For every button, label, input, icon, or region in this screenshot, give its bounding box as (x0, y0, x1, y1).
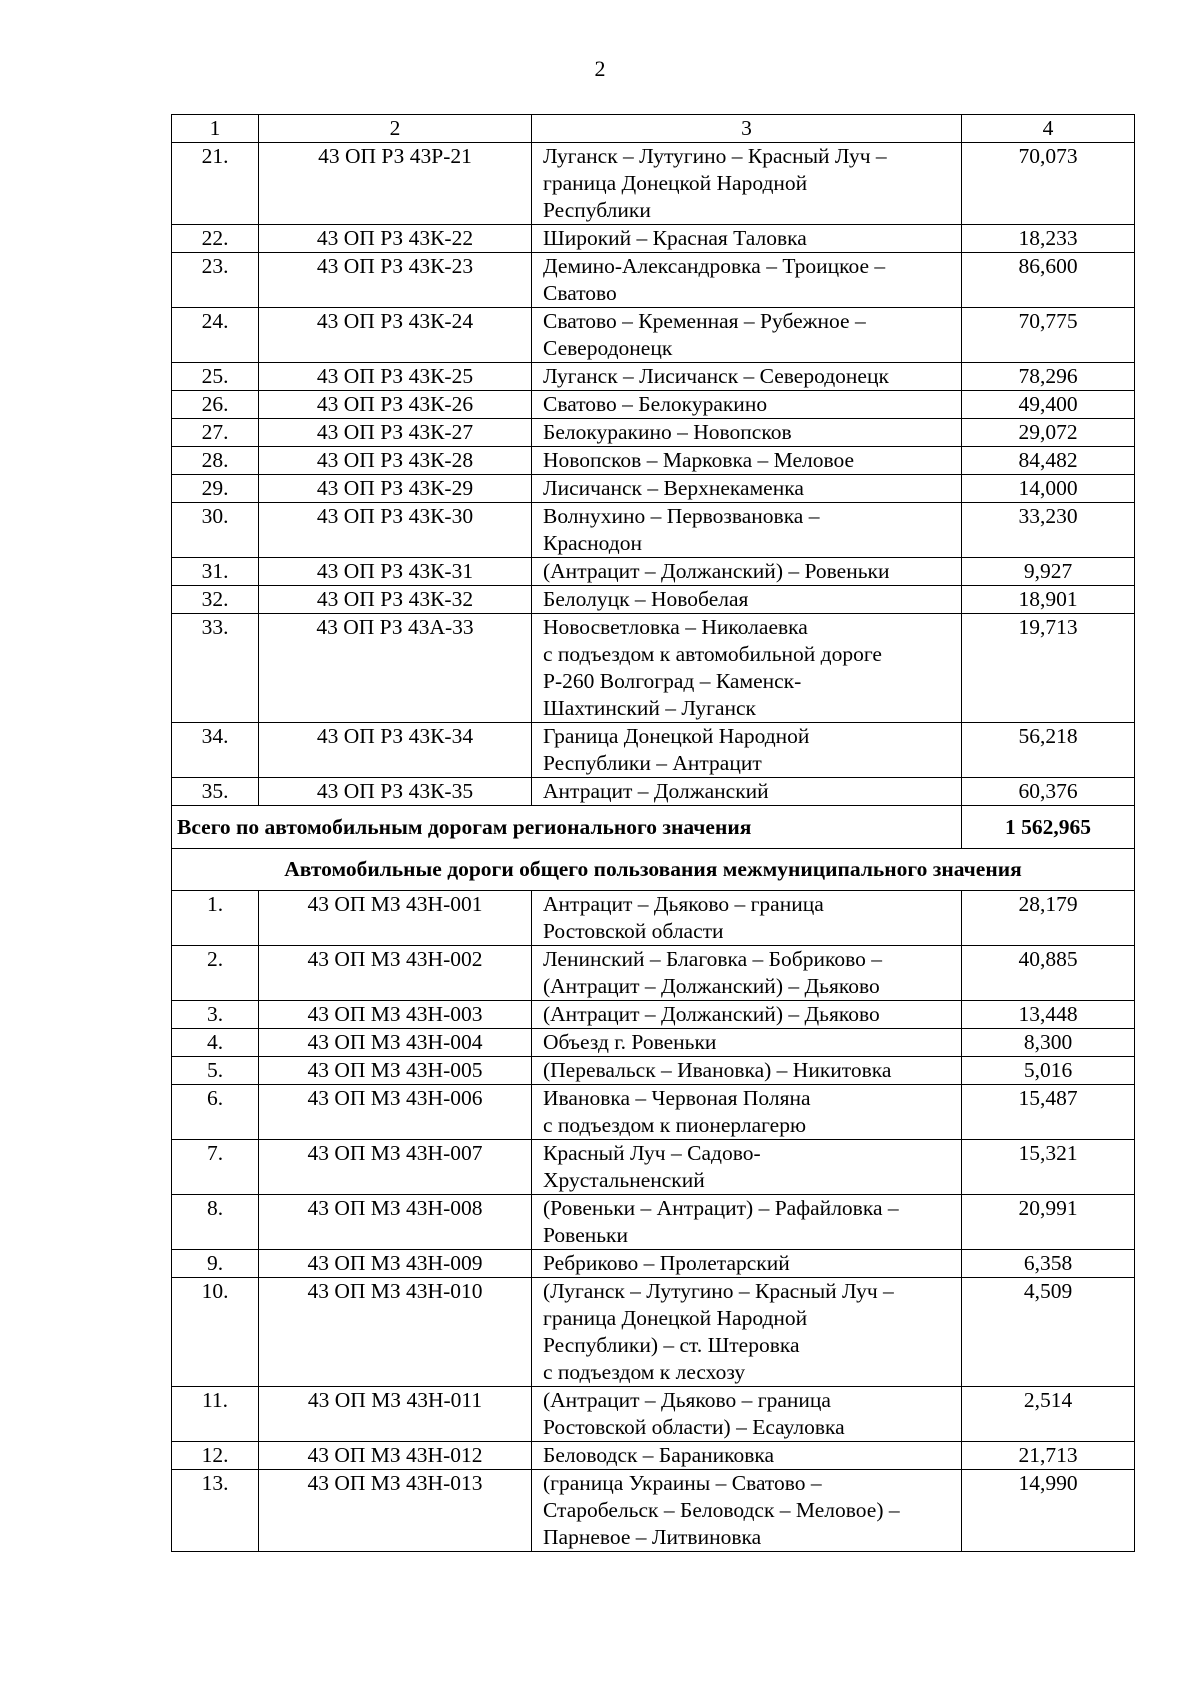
road-name-line: Хрустальненский (543, 1168, 705, 1192)
road-length: 86,600 (962, 253, 1135, 308)
road-name (532, 1140, 962, 1195)
road-length: 15,321 (962, 1140, 1135, 1195)
road-name-line: Ростовской области) – Есауловка (543, 1415, 845, 1439)
row-number: 31. (172, 558, 259, 586)
row-number: 1. (172, 891, 259, 946)
road-name-line: Республики) – ст. Штеровка (543, 1333, 800, 1357)
road-length: 9,927 (962, 558, 1135, 586)
row-number: 7. (172, 1140, 259, 1195)
table-row (172, 1250, 1135, 1278)
road-code: 43 ОП РЗ 43К-34 (259, 723, 532, 778)
regional-total-label: Всего по автомобильным дорогам регионального значения (172, 806, 962, 849)
road-code: 43 ОП РЗ 43К-31 (259, 558, 532, 586)
road-name-line: Беловодск – Бараниковка (543, 1443, 775, 1467)
road-name (532, 946, 962, 1001)
road-name (532, 253, 962, 308)
table-row (172, 1085, 1135, 1140)
road-name-line: (Перевальск – Ивановка) – Никитовка (543, 1058, 892, 1082)
road-name-line: Луганск – Лисичанск – Северодонецк (543, 364, 889, 388)
road-name-line: Демино-Александровка – Троицкое – (543, 254, 886, 278)
road-name-line: Новопсков – Марковка – Меловое (543, 448, 855, 472)
road-name (532, 447, 962, 475)
road-name (532, 1029, 962, 1057)
section-header-row (172, 849, 1135, 891)
road-code: 43 ОП РЗ 43К-32 (259, 586, 532, 614)
table-row (172, 614, 1135, 723)
road-name (532, 419, 962, 447)
table-row (172, 225, 1135, 253)
roads-table-body (172, 115, 1135, 1552)
road-name-line: (Антрацит – Должанский) – Дьяково (543, 1002, 880, 1026)
table-row (172, 1278, 1135, 1387)
row-number: 29. (172, 475, 259, 503)
road-code: 43 ОП РЗ 43К-23 (259, 253, 532, 308)
road-code: 43 ОП МЗ 43Н-008 (259, 1195, 532, 1250)
road-name (532, 475, 962, 503)
row-number: 12. (172, 1442, 259, 1470)
road-length: 14,000 (962, 475, 1135, 503)
road-name-line: Объезд г. Ровеньки (543, 1030, 717, 1054)
table-row (172, 503, 1135, 558)
row-number: 35. (172, 778, 259, 806)
row-number: 2. (172, 946, 259, 1001)
table-row (172, 1195, 1135, 1250)
road-name-line: Парневое – Литвиновка (543, 1525, 762, 1549)
road-code: 43 ОП РЗ 43К-26 (259, 391, 532, 419)
table-row (172, 1001, 1135, 1029)
road-name-line: (Антрацит – Должанский) – Дьяково (543, 974, 880, 998)
road-length: 18,901 (962, 586, 1135, 614)
road-name-line: Луганск – Лутугино – Красный Луч – (543, 144, 887, 168)
row-number: 30. (172, 503, 259, 558)
road-name-line: Сватово (543, 281, 617, 305)
road-code: 43 ОП РЗ 43А-33 (259, 614, 532, 723)
road-code: 43 ОП МЗ 43Н-010 (259, 1278, 532, 1387)
road-length: 84,482 (962, 447, 1135, 475)
row-number: 11. (172, 1387, 259, 1442)
row-number: 23. (172, 253, 259, 308)
table-row (172, 447, 1135, 475)
road-length: 78,296 (962, 363, 1135, 391)
row-number: 5. (172, 1057, 259, 1085)
road-code: 43 ОП РЗ 43К-22 (259, 225, 532, 253)
road-code: 43 ОП МЗ 43Н-004 (259, 1029, 532, 1057)
road-name-line: граница Донецкой Народной (543, 1306, 808, 1330)
row-number: 32. (172, 586, 259, 614)
column-number-3: 3 (532, 115, 962, 143)
road-name (532, 391, 962, 419)
road-name-line: (Ровеньки – Антрацит) – Рафайловка – (543, 1196, 899, 1220)
road-length: 19,713 (962, 614, 1135, 723)
table-row (172, 1387, 1135, 1442)
table-row (172, 143, 1135, 225)
table-row (172, 363, 1135, 391)
road-length: 13,448 (962, 1001, 1135, 1029)
road-name-line: с подъездом к автомобильной дороге (543, 642, 882, 666)
road-name-line: Красный Луч – Садово- (543, 1141, 761, 1165)
table-row (172, 1442, 1135, 1470)
road-name-line: Краснодон (543, 531, 643, 555)
road-code: 43 ОП МЗ 43Н-007 (259, 1140, 532, 1195)
road-length: 21,713 (962, 1442, 1135, 1470)
road-name (532, 614, 962, 723)
road-code: 43 ОП МЗ 43Н-009 (259, 1250, 532, 1278)
road-name-line: Антрацит – Дьяково – граница (543, 892, 824, 916)
row-number: 33. (172, 614, 259, 723)
row-number: 28. (172, 447, 259, 475)
row-number: 6. (172, 1085, 259, 1140)
road-length: 15,487 (962, 1085, 1135, 1140)
table-row (172, 586, 1135, 614)
row-number: 27. (172, 419, 259, 447)
road-length: 18,233 (962, 225, 1135, 253)
road-name (532, 225, 962, 253)
road-length: 70,775 (962, 308, 1135, 363)
road-name-line: Республики (543, 198, 651, 222)
road-name (532, 586, 962, 614)
road-code: 43 ОП МЗ 43Н-011 (259, 1387, 532, 1442)
road-name (532, 1470, 962, 1552)
table-row (172, 891, 1135, 946)
road-name (532, 1001, 962, 1029)
table-row (172, 723, 1135, 778)
road-name-line: Ростовской области (543, 919, 724, 943)
road-name-line: Р-260 Волгоград – Каменск- (543, 669, 802, 693)
road-code: 43 ОП РЗ 43К-27 (259, 419, 532, 447)
road-code: 43 ОП МЗ 43Н-012 (259, 1442, 532, 1470)
road-code: 43 ОП МЗ 43Н-001 (259, 891, 532, 946)
road-length: 33,230 (962, 503, 1135, 558)
road-name-line: Лисичанск – Верхнекаменка (543, 476, 804, 500)
road-name-line: с подъездом к пионерлагерю (543, 1113, 807, 1137)
road-code: 43 ОП МЗ 43Н-002 (259, 946, 532, 1001)
row-number: 34. (172, 723, 259, 778)
road-name (532, 503, 962, 558)
road-name-line: Республики – Антрацит (543, 751, 762, 775)
road-name-line: Граница Донецкой Народной (543, 724, 810, 748)
table-row (172, 778, 1135, 806)
table-row (172, 1140, 1135, 1195)
road-length: 70,073 (962, 143, 1135, 225)
table-row (172, 253, 1135, 308)
road-name (532, 1387, 962, 1442)
road-name-line: Сватово – Белокуракино (543, 392, 768, 416)
road-name-line: Ребриково – Пролетарский (543, 1251, 790, 1275)
column-number-2: 2 (259, 115, 532, 143)
road-code: 43 ОП МЗ 43Н-006 (259, 1085, 532, 1140)
road-name-line: Новосветловка – Николаевка (543, 615, 808, 639)
road-name-line: (Антрацит – Дьяково – граница (543, 1388, 831, 1412)
road-code: 43 ОП РЗ 43К-29 (259, 475, 532, 503)
road-name-line: Белокуракино – Новопсков (543, 420, 792, 444)
road-length: 2,514 (962, 1387, 1135, 1442)
road-length: 20,991 (962, 1195, 1135, 1250)
row-number: 3. (172, 1001, 259, 1029)
road-length: 5,016 (962, 1057, 1135, 1085)
row-number: 26. (172, 391, 259, 419)
road-length: 4,509 (962, 1278, 1135, 1387)
road-name (532, 558, 962, 586)
road-name-line: Ленинский – Благовка – Бобриково – (543, 947, 882, 971)
table-row (172, 946, 1135, 1001)
road-length: 29,072 (962, 419, 1135, 447)
road-name-line: (Антрацит – Должанский) – Ровеньки (543, 559, 890, 583)
road-name-line: Широкий – Красная Таловка (543, 226, 807, 250)
table-row (172, 1470, 1135, 1552)
road-code: 43 ОП МЗ 43Н-013 (259, 1470, 532, 1552)
road-name (532, 308, 962, 363)
road-name (532, 1195, 962, 1250)
road-name-line: Старобельск – Беловодск – Меловое) – (543, 1498, 900, 1522)
road-length: 40,885 (962, 946, 1135, 1001)
row-number: 22. (172, 225, 259, 253)
row-number: 8. (172, 1195, 259, 1250)
road-length: 14,990 (962, 1470, 1135, 1552)
table-row (172, 475, 1135, 503)
road-name (532, 1278, 962, 1387)
road-name (532, 1057, 962, 1085)
road-name-line: (граница Украины – Сватово – (543, 1471, 822, 1495)
road-length: 28,179 (962, 891, 1135, 946)
road-code: 43 ОП РЗ 43Р-21 (259, 143, 532, 225)
row-number: 9. (172, 1250, 259, 1278)
page-number: 2 (594, 56, 606, 81)
column-number-4: 4 (962, 115, 1135, 143)
table-row (172, 391, 1135, 419)
road-length: 8,300 (962, 1029, 1135, 1057)
road-code: 43 ОП РЗ 43К-28 (259, 447, 532, 475)
regional-total-value: 1 562,965 (962, 806, 1135, 849)
regional-total-row (172, 806, 1135, 849)
road-name-line: Сватово – Кременная – Рубежное – (543, 309, 866, 333)
road-name-line: Шахтинский – Луганск (543, 696, 757, 720)
row-number: 10. (172, 1278, 259, 1387)
road-name-line: граница Донецкой Народной (543, 171, 808, 195)
road-name-line: Ивановка – Червоная Поляна (543, 1086, 811, 1110)
row-number: 13. (172, 1470, 259, 1552)
roads-table (171, 114, 1135, 1552)
row-number: 21. (172, 143, 259, 225)
road-name (532, 778, 962, 806)
table-row (172, 1029, 1135, 1057)
road-name-line: Волнухино – Первозвановка – (543, 504, 820, 528)
road-name (532, 143, 962, 225)
row-number: 24. (172, 308, 259, 363)
road-code: 43 ОП РЗ 43К-35 (259, 778, 532, 806)
column-numbers-row (172, 115, 1135, 143)
road-name (532, 1442, 962, 1470)
intermunicipal-section-title: Автомобильные дороги общего пользования межмуниципального значения (172, 849, 1135, 891)
road-name (532, 1085, 962, 1140)
road-code: 43 ОП РЗ 43К-30 (259, 503, 532, 558)
road-length: 60,376 (962, 778, 1135, 806)
road-length: 56,218 (962, 723, 1135, 778)
road-name-line: Белолуцк – Новобелая (543, 587, 749, 611)
table-row (172, 558, 1135, 586)
row-number: 25. (172, 363, 259, 391)
road-code: 43 ОП МЗ 43Н-003 (259, 1001, 532, 1029)
road-name (532, 891, 962, 946)
road-name-line: Антрацит – Должанский (543, 779, 769, 803)
road-length: 49,400 (962, 391, 1135, 419)
road-name-line: Ровеньки (543, 1223, 629, 1247)
table-row (172, 308, 1135, 363)
road-name (532, 363, 962, 391)
road-code: 43 ОП РЗ 43К-25 (259, 363, 532, 391)
row-number: 4. (172, 1029, 259, 1057)
table-row (172, 419, 1135, 447)
road-name-line: с подъездом к лесхозу (543, 1360, 746, 1384)
road-name (532, 1250, 962, 1278)
road-length: 6,358 (962, 1250, 1135, 1278)
table-row (172, 1057, 1135, 1085)
road-name (532, 723, 962, 778)
road-code: 43 ОП РЗ 43К-24 (259, 308, 532, 363)
road-name-line: Северодонецк (543, 336, 673, 360)
road-code: 43 ОП МЗ 43Н-005 (259, 1057, 532, 1085)
column-number-1: 1 (172, 115, 259, 143)
road-name-line: (Луганск – Лутугино – Красный Луч – (543, 1279, 894, 1303)
